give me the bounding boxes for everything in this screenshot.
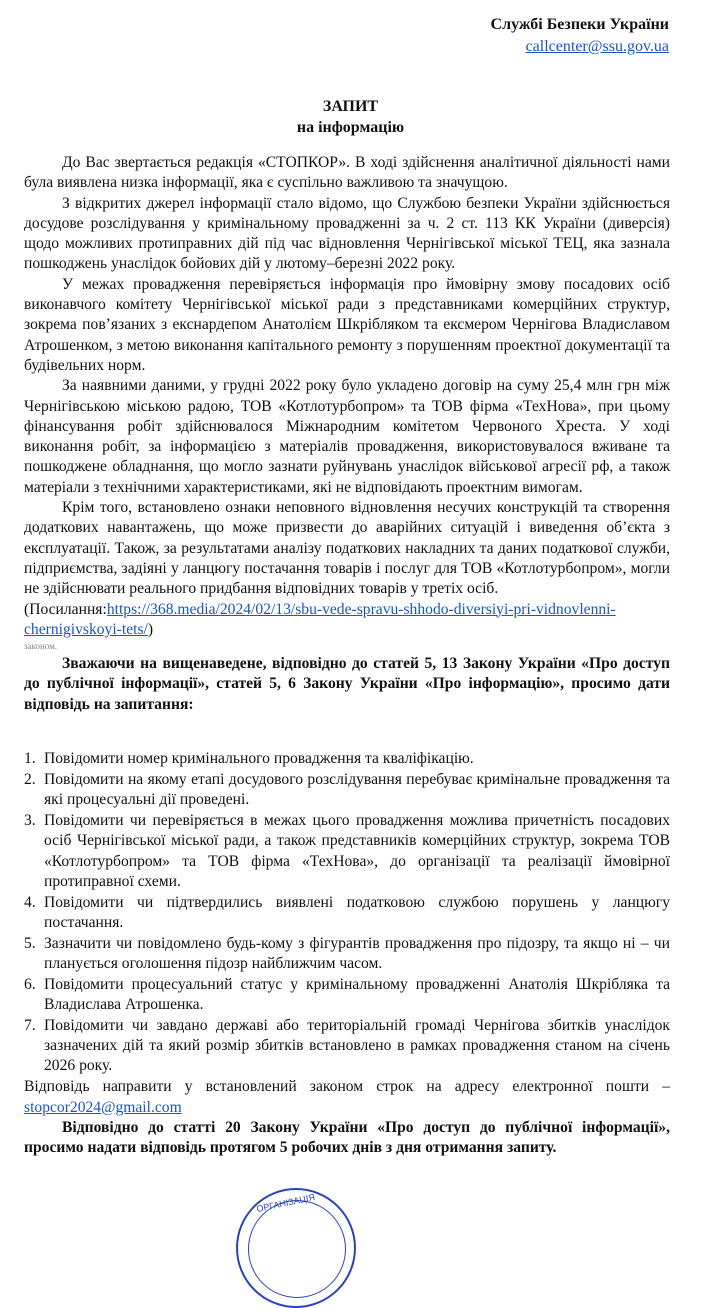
list-item-number: 2.	[24, 770, 36, 788]
list-item	[24, 893, 670, 934]
list-item	[24, 811, 670, 892]
recipient-name: Службі Безпеки України	[490, 16, 669, 33]
list-item	[24, 934, 670, 975]
source-reference	[24, 600, 670, 641]
paragraph-intro: До Вас звертається редакція «СТОПКОР». В ході здійснення аналітичної діяльності нами була виявлена низка інформації, яка є суспільно важливою та значущою.	[24, 154, 670, 192]
list-item-number: 1.	[24, 750, 36, 768]
list-item-text: Повідомити чи перевіряється в межах цього провадження можлива причетність посадових осіб Чернігівської міської ради, а також представників комерційних структур, зокрема ТОВ «Котлотурбопром» та ТОВ фірма «ТехНова», до організації та реалізації ймовірної протиправної схеми.	[44, 811, 670, 890]
list-item	[24, 749, 670, 769]
list-item-text: Повідомити номер кримінального провадження та кваліфікацію.	[44, 750, 474, 768]
list-item-text: Повідомити на якому етапі досудового розслідування перебуває кримінальне провадження та які процесуальні дії проведені.	[44, 770, 670, 809]
list-item	[24, 975, 670, 1016]
list-item-text: Повідомити чи підтвердились виявлені податковою службою порушень у ланцюгу постачання.	[44, 893, 670, 931]
paragraph-contract: За наявними даними, у грудні 2022 року було укладено договір на суму 25,4 млн грн між Чернігівською міською радою, ТОВ «Котлотурбопром» та ТОВ фірма «ТехНова», при цьому фінансування робіт здійснювалося Міжнародним комітетом Червоного Хреста. У ході виконання робіт, за інформацією з матеріалів провадження, використовувалося вживане та пошкоджене обладнання, що могло зазнати руйнувань унаслідок військової агресії рф, а також матеріали з технічними характеристиками, які не відповідають проектним вимогам.	[24, 377, 670, 496]
list-item-number: 4.	[24, 893, 36, 911]
list-item	[24, 1016, 670, 1077]
final-request-paragraph: Відповідно до статті 20 Закону України «Про доступ до публічної інформації», просимо надати відповідь протягом 5 робочих днів з дня отримання запиту.	[24, 1118, 670, 1157]
reply-email-link[interactable]: stopcor2024@gmail.com	[24, 1098, 182, 1116]
stamp-text: ОРГАНІЗАЦІЯ	[255, 1191, 316, 1215]
title-line-1: ЗАПИТ	[322, 98, 379, 115]
source-prefix: (Посилання:	[24, 600, 107, 618]
list-item-number: 5.	[24, 934, 36, 952]
request-list	[24, 749, 670, 1077]
document-title	[0, 96, 701, 138]
list-item-number: 7.	[24, 1016, 36, 1034]
reply-instruction	[24, 1077, 670, 1118]
list-item-text: Повідомити чи завдано державі або територіальній громаді Чернігова збитків унаслідок зазначених дій та який розмір збитків встановлено в рамках провадження станом на січень 2026 року.	[44, 1016, 670, 1075]
list-item-text: Повідомити процесуальний статус у кримінальному провадженні Анатолія Шкрібляка та Владислава Атрошенка.	[44, 975, 670, 1014]
list-item-text: Зазначити чи повідомлено будь-кому з фігурантів провадження про підозру, та якщо ні – чи планується оголошення підозр найближчим часом.	[44, 934, 670, 972]
addressee-block	[491, 14, 669, 58]
stamp-inner-ring	[248, 1200, 346, 1298]
title-line-2: на інформацію	[296, 119, 405, 136]
document-body	[24, 153, 670, 1158]
recipient-email-link[interactable]: callcenter@ssu.gov.ua	[525, 38, 669, 55]
source-suffix: )	[147, 620, 154, 638]
legal-basis-paragraph: Зважаючи на вищенаведене, відповідно до статей 5, 13 Закону України «Про доступ до публічної інформації», статей 5, 6 Закону України «Про інформацію», просимо дати відповідь на запитання:	[24, 655, 670, 713]
paragraph-violations: Крім того, встановлено ознаки неповного відновлення несучих конструкцій та створення додаткових навантажень, що може призвести до аварійних ситуацій і виведення об’єкта з експлуатації. Також, за результатами аналізу податкових накладних та даних податкової служби, підприємства, задіяні у ланцюгу постачання товарів і послуг для ТОВ «Котлотурбопром», могли не здійснювати реального придбання відповідних товарів у третіх осіб.	[24, 499, 670, 598]
list-item	[24, 770, 670, 811]
paragraph-investigation: З відкритих джерел інформації стало відомо, що Службою безпеки України здійснюється досудове розслідування у кримінальному провадженні за ч. 2 ст. 113 КК України (диверсія) щодо можливих протиправних дій під час відновлення Чернігівської міської ТЕЦ, яка зазнала пошкоджень унаслідок бойових дій у лютому–березні 2022 року.	[24, 194, 670, 273]
smudged-text: законом.	[24, 642, 58, 651]
source-url-link[interactable]: https://368.media/2024/02/13/sbu-vede-spravu-shhodo-diversiyi-pri-vidnovlenni-chernigivskoyi-tets/	[24, 600, 616, 638]
reply-text: Відповідь направити у встановлений законом строк на адресу електронної пошти –	[24, 1078, 670, 1096]
list-item-number: 6.	[24, 975, 36, 993]
organization-stamp	[236, 1188, 356, 1308]
list-item-number: 3.	[24, 811, 36, 829]
paragraph-collusion: У межах провадження перевіряється інформація про ймовірну змову посадових осіб виконавчого комітету Чернігівської міської ради з представниками комерційних структур, зокрема пов’язаних з екснардепом Анатолієм Шкрібляком та ексмером Чернігова Владиславом Атрошенком, з метою виконання капітального ремонту з порушенням проектної документації та будівельних норм.	[24, 275, 670, 374]
